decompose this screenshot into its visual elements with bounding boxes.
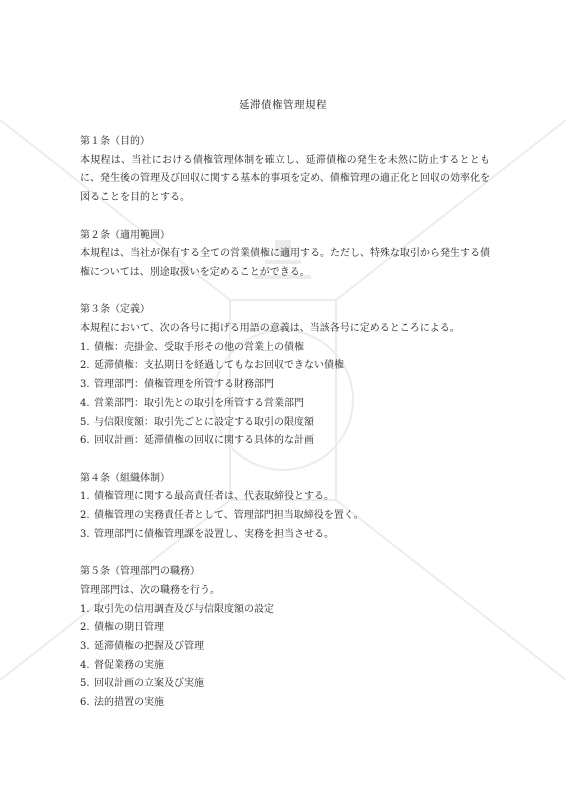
list-item-text: 管理部門：債権管理を所管する財務部門 [94, 379, 274, 391]
list-item-number: 5. [80, 416, 90, 428]
list-item [80, 601, 490, 620]
list-item-text: 法的措置の実施 [94, 697, 164, 709]
list-item-number: 2. [80, 510, 90, 522]
list-item [80, 488, 490, 507]
list-item-number: 3. [80, 640, 90, 652]
list-item [80, 357, 490, 376]
organization-list [80, 488, 490, 544]
list-item-text: 延滞債権：支払期日を経過してもなお回収できない債権 [94, 360, 344, 372]
list-item [80, 675, 490, 694]
article-4 [80, 470, 490, 545]
list-item-number: 1. [80, 491, 90, 503]
document-body [80, 133, 490, 731]
list-item [80, 507, 490, 526]
list-item [80, 339, 490, 358]
list-item-text: 与信限度額：取引先ごとに設定する取引の限度額 [94, 416, 314, 428]
article-paragraph: 本規程は、当社における債権管理体制を確立し、延滞債権の発生を未然に防止するとともに、発生後の管理及び回収に関する基本的事項を定め、債権管理の適正化と回収の効率化を図ることを目的とする。 [80, 154, 490, 204]
article-1 [80, 133, 490, 208]
list-item-text: 取引先の信用調査及び与信限度額の設定 [94, 603, 274, 615]
article-heading: 第１条（目的） [80, 136, 150, 147]
duties-list [80, 601, 490, 713]
article-heading: 第４条（組織体制） [80, 472, 170, 484]
list-item [80, 638, 490, 657]
article-heading: 第２条（適用範囲） [80, 229, 170, 241]
list-item [80, 619, 490, 638]
list-item [80, 376, 490, 395]
article-heading: 第５条（管理部門の職務） [80, 566, 200, 578]
list-item [80, 432, 490, 451]
definition-list [80, 339, 490, 451]
list-item-number: 3. [80, 528, 90, 540]
list-item-text: 回収計画：延滞債権の回収に関する具体的な計画 [94, 435, 314, 447]
list-item [80, 395, 490, 414]
list-item [80, 526, 490, 545]
list-item-number: 6. [80, 435, 90, 447]
article-paragraph: 管理部門は、次の職務を行う。 [80, 584, 220, 596]
list-item-text: 債権：売掛金、受取手形その他の営業上の債権 [94, 341, 304, 353]
list-item-text: 督促業務の実施 [94, 659, 164, 671]
list-item-number: 6. [80, 697, 90, 709]
list-item-text: 債権管理の実務責任者として、管理部門担当取締役を置く。 [94, 510, 364, 522]
list-item-number: 4. [80, 397, 90, 409]
article-2 [80, 227, 490, 283]
list-item [80, 657, 490, 676]
article-paragraph: 本規程において、次の各号に掲げる用語の意義は、当該各号に定めるところによる。 [80, 323, 460, 334]
list-item-number: 1. [80, 603, 90, 615]
document-title: 延滞債権管理規程 [239, 99, 327, 111]
list-item-number: 5. [80, 678, 90, 690]
list-item-text: 債権の期日管理 [94, 622, 164, 634]
list-item-text: 管理部門に債権管理課を設置し、実務を担当させる。 [94, 528, 334, 540]
list-item-number: 2. [80, 622, 90, 634]
list-item [80, 414, 490, 433]
list-item-text: 回収計画の立案及び実施 [94, 678, 204, 690]
list-item-number: 1. [80, 341, 90, 353]
list-item-text: 営業部門：取引先との取引を所管する営業部門 [94, 397, 304, 409]
list-item-number: 3. [80, 379, 90, 391]
article-heading: 第３条（定義） [80, 304, 150, 316]
article-5 [80, 563, 490, 713]
article-3 [80, 301, 490, 451]
list-item-number: 4. [80, 659, 90, 671]
article-paragraph: 本規程は、当社が保有する全ての営業債権に適用する。ただし、特殊な取引から発生する債権については、別途取扱いを定めることができる。 [80, 248, 490, 278]
list-item-text: 債権管理に関する最高責任者は、代表取締役とする。 [94, 491, 334, 503]
list-item-number: 2. [80, 360, 90, 372]
list-item-text: 延滞債権の把握及び管理 [94, 640, 204, 652]
list-item [80, 694, 490, 713]
